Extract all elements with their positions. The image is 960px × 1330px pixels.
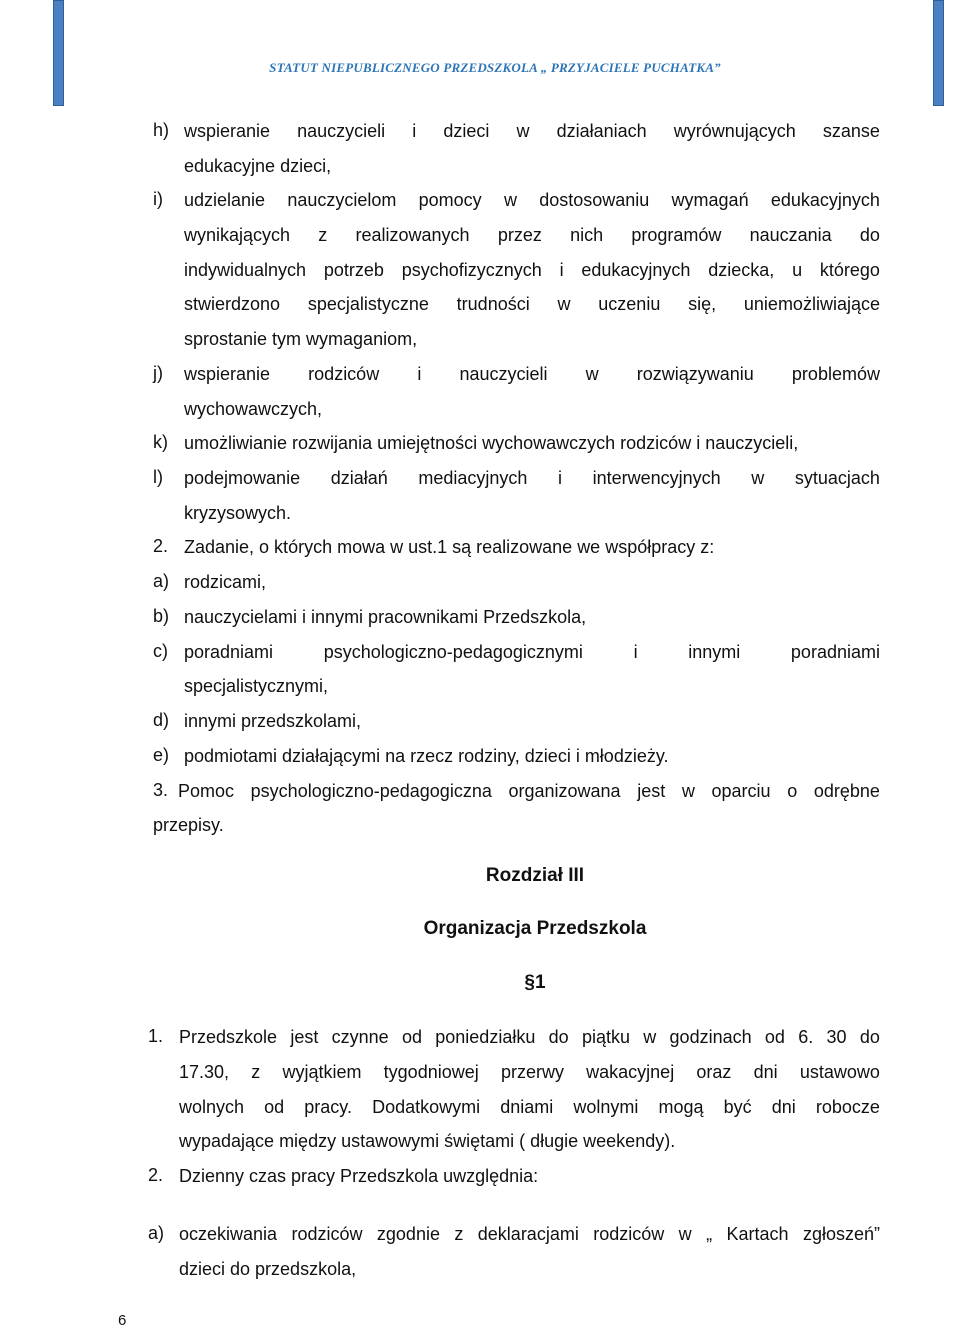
word: szanse bbox=[822, 121, 880, 141]
list-marker: 2. bbox=[153, 536, 169, 556]
word: rodziców bbox=[308, 364, 380, 384]
word: w bbox=[681, 781, 695, 801]
chapter-title: Rozdział III bbox=[485, 865, 585, 886]
word: dzieci bbox=[443, 121, 490, 141]
list-item-line: rodzicami, bbox=[184, 572, 267, 592]
word: o bbox=[787, 781, 798, 801]
word: Pomoc bbox=[178, 781, 235, 801]
word: być bbox=[723, 1097, 752, 1117]
word: się, bbox=[688, 294, 717, 314]
word: nauczycielom bbox=[287, 190, 397, 210]
word: w bbox=[585, 364, 599, 384]
list-item-line: dzieci do przedszkola, bbox=[179, 1259, 357, 1279]
word: pracy. bbox=[304, 1097, 352, 1117]
word: przez bbox=[497, 225, 542, 245]
word: potrzeb bbox=[323, 260, 384, 280]
word: uniemożliwiające bbox=[743, 294, 880, 314]
word: edukacyjnych bbox=[770, 190, 880, 210]
word: poniedziałku bbox=[435, 1027, 536, 1047]
word: dostosowaniu bbox=[539, 190, 650, 210]
list-item-line bbox=[184, 467, 880, 489]
word: dniami bbox=[500, 1097, 554, 1117]
list-item-line: wychowawczych, bbox=[184, 399, 323, 419]
list-marker: i) bbox=[153, 189, 163, 209]
word: innymi bbox=[688, 642, 741, 662]
list-item-line bbox=[184, 224, 880, 246]
word: realizowanych bbox=[355, 225, 470, 245]
word: w bbox=[678, 1224, 692, 1244]
word: z bbox=[251, 1062, 261, 1082]
word: oczekiwania bbox=[179, 1224, 278, 1244]
paragraph-line: Zadanie, o których mowa w ust.1 są realizowane we współpracy z: bbox=[184, 537, 715, 557]
word: oraz bbox=[696, 1062, 732, 1082]
word: rodziców bbox=[593, 1224, 665, 1244]
list-item-line bbox=[184, 259, 880, 281]
word: wolnych bbox=[179, 1097, 245, 1117]
word: i bbox=[412, 121, 417, 141]
word: dni bbox=[753, 1062, 778, 1082]
word: którego bbox=[819, 260, 880, 280]
word: i bbox=[558, 468, 562, 488]
word: przerwy bbox=[500, 1062, 564, 1082]
list-marker: a) bbox=[148, 1223, 165, 1243]
list-marker: h) bbox=[153, 120, 170, 140]
list-marker: d) bbox=[153, 710, 170, 730]
word: mogą bbox=[658, 1097, 704, 1117]
word: z bbox=[318, 225, 328, 245]
chapter-subtitle: Organizacja Przedszkola bbox=[423, 918, 647, 939]
word: i bbox=[417, 364, 422, 384]
word: programów bbox=[631, 225, 722, 245]
word: jest bbox=[637, 781, 666, 801]
word: edukacyjnych bbox=[581, 260, 691, 280]
paragraph-line bbox=[179, 1026, 880, 1048]
word: udzielanie bbox=[184, 190, 266, 210]
word: w bbox=[643, 1027, 657, 1047]
right-margin-bar bbox=[933, 0, 944, 106]
word: problemów bbox=[791, 364, 880, 384]
word: rodziców bbox=[291, 1224, 363, 1244]
word: dni bbox=[771, 1097, 796, 1117]
word: Kartach bbox=[726, 1224, 789, 1244]
word: wynikających bbox=[184, 225, 291, 245]
paragraph-line: wypadające między ustawowymi świętami ( długie weekendy). bbox=[179, 1131, 676, 1151]
word: ustawowo bbox=[799, 1062, 880, 1082]
list-item-line bbox=[184, 120, 880, 142]
word: wspieranie bbox=[184, 121, 271, 141]
list-item-line bbox=[184, 363, 880, 385]
word: psychologiczno-pedagogiczna bbox=[250, 781, 492, 801]
paragraph-line bbox=[178, 780, 880, 802]
paragraph-line: Dzienny czas pracy Przedszkola uwzględnia: bbox=[179, 1166, 539, 1186]
word: działań bbox=[330, 468, 388, 488]
word: trudności bbox=[456, 294, 530, 314]
word: i bbox=[633, 642, 638, 662]
word: czynne bbox=[331, 1027, 389, 1047]
word: indywidualnych bbox=[184, 260, 307, 280]
left-margin-bar bbox=[53, 0, 64, 106]
list-item-line bbox=[184, 293, 880, 315]
word: tygodniowej bbox=[383, 1062, 479, 1082]
word: w bbox=[751, 468, 765, 488]
list-marker: 2. bbox=[148, 1165, 164, 1185]
list-marker: 1. bbox=[148, 1026, 164, 1046]
word: sytuacjach bbox=[794, 468, 880, 488]
list-item-line: edukacyjne dzieci, bbox=[184, 156, 332, 176]
word: 6. bbox=[798, 1027, 814, 1047]
word: Przedszkole bbox=[179, 1027, 278, 1047]
word: poradniami bbox=[184, 642, 274, 662]
list-marker: b) bbox=[153, 606, 170, 626]
paragraph-line bbox=[179, 1096, 880, 1118]
list-item-line bbox=[184, 641, 880, 663]
word: nich bbox=[570, 225, 604, 245]
word: dziecka, bbox=[708, 260, 775, 280]
word: odrębne bbox=[813, 781, 880, 801]
word: specjalistyczne bbox=[307, 294, 429, 314]
word: organizowana bbox=[508, 781, 621, 801]
list-item-line: nauczycielami i innymi pracownikami Przedszkola, bbox=[184, 607, 587, 627]
list-item-line: sprostanie tym wymaganiom, bbox=[184, 329, 418, 349]
paragraph-line bbox=[179, 1061, 880, 1083]
page-header: STATUT NIEPUBLICZNEGO PRZEDSZKOLA „ PRZYJACIELE PUCHATKA” bbox=[269, 60, 721, 75]
word: nauczycieli bbox=[459, 364, 548, 384]
word: wymagań bbox=[671, 190, 749, 210]
word: oparciu bbox=[711, 781, 771, 801]
word: do bbox=[859, 225, 880, 245]
word: stwierdzono bbox=[184, 294, 281, 314]
list-item-line: specjalistycznymi, bbox=[184, 676, 329, 696]
word: uczeniu bbox=[598, 294, 661, 314]
word: w bbox=[516, 121, 530, 141]
page-number: 6 bbox=[118, 1312, 127, 1329]
word: od bbox=[401, 1027, 422, 1047]
list-item-line: umożliwianie rozwijania umiejętności wychowawczych rodziców i nauczycieli, bbox=[184, 433, 799, 453]
word: 17.30, bbox=[179, 1062, 230, 1082]
word: wolnymi bbox=[573, 1097, 639, 1117]
word: do bbox=[859, 1027, 880, 1047]
word: psychologiczno-pedagogicznymi bbox=[323, 642, 583, 662]
word: piątku bbox=[581, 1027, 630, 1047]
list-marker: a) bbox=[153, 571, 170, 591]
section-symbol: §1 bbox=[524, 972, 546, 993]
word: u bbox=[792, 260, 803, 280]
list-item-line bbox=[184, 189, 880, 211]
word: podejmowanie bbox=[184, 468, 301, 488]
word: nauczania bbox=[749, 225, 832, 245]
list-marker: 3. bbox=[153, 780, 169, 800]
word: deklaracjami bbox=[477, 1224, 579, 1244]
word: godzinach bbox=[669, 1027, 752, 1047]
word: zgodnie bbox=[376, 1224, 440, 1244]
word: 30 bbox=[826, 1027, 847, 1047]
list-marker: c) bbox=[153, 641, 168, 661]
word: do bbox=[548, 1027, 569, 1047]
word: od bbox=[264, 1097, 285, 1117]
word: robocze bbox=[815, 1097, 880, 1117]
word: mediacyjnych bbox=[418, 468, 528, 488]
list-item-line bbox=[179, 1223, 880, 1245]
word: interwencyjnych bbox=[592, 468, 721, 488]
word: od bbox=[764, 1027, 785, 1047]
word: wakacyjnej bbox=[586, 1062, 675, 1082]
word: wyrównujących bbox=[673, 121, 796, 141]
list-item-line: podmiotami działającymi na rzecz rodziny, dzieci i młodzieży. bbox=[184, 746, 669, 766]
word: poradniami bbox=[790, 642, 880, 662]
list-marker: j) bbox=[153, 363, 163, 383]
list-marker: l) bbox=[153, 467, 163, 487]
word: działaniach bbox=[556, 121, 647, 141]
word: i bbox=[559, 260, 564, 280]
word: w bbox=[503, 190, 517, 210]
paragraph-line: przepisy. bbox=[153, 815, 224, 835]
list-marker: e) bbox=[153, 745, 170, 765]
word: wspieranie bbox=[184, 364, 271, 384]
word: rozwiązywaniu bbox=[636, 364, 754, 384]
word: wyjątkiem bbox=[282, 1062, 362, 1082]
word: Dodatkowymi bbox=[372, 1097, 481, 1117]
word: z bbox=[454, 1224, 464, 1244]
word: pomocy bbox=[418, 190, 482, 210]
word: nauczycieli bbox=[297, 121, 386, 141]
word: zgłoszeń” bbox=[802, 1224, 880, 1244]
word: psychofizycznych bbox=[401, 260, 542, 280]
word: „ bbox=[706, 1224, 713, 1244]
word: jest bbox=[290, 1027, 319, 1047]
list-item-line: innymi przedszkolami, bbox=[184, 711, 362, 731]
list-item-line: kryzysowych. bbox=[184, 503, 292, 523]
word: w bbox=[557, 294, 571, 314]
list-marker: k) bbox=[153, 432, 168, 452]
